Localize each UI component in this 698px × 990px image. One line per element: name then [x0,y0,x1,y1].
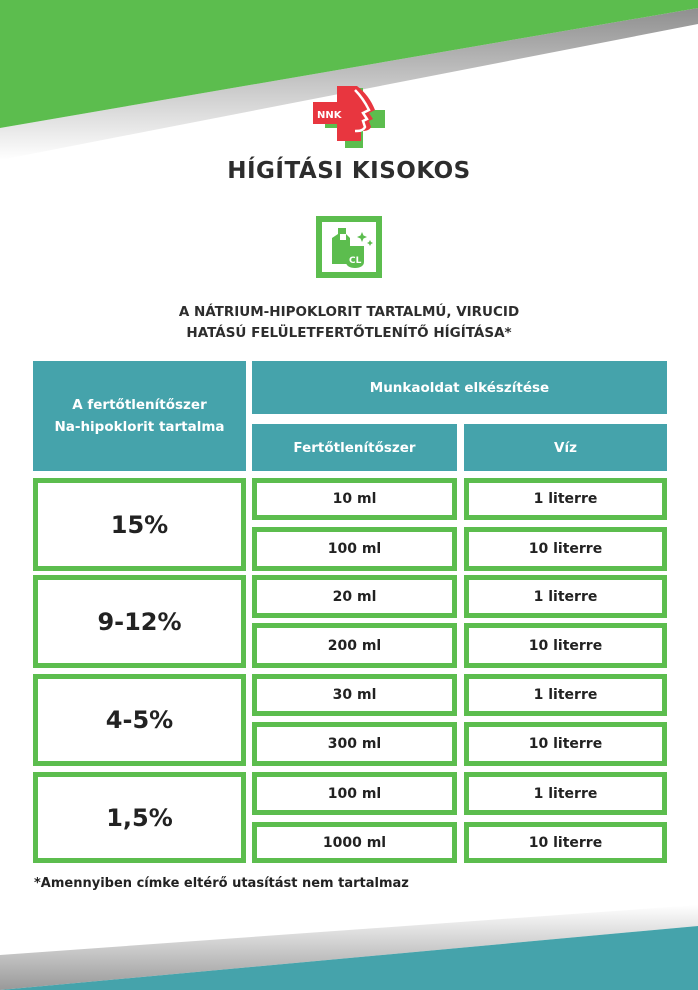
footnote: *Amennyiben címke eltérő utasítást nem tartalmaz [34,876,409,891]
water-cell: 1 literre [464,478,667,520]
header-concentration [33,361,246,471]
water-cell: 10 literre [464,527,667,571]
chlorine-product-icon [316,216,382,278]
bottle-icon [316,216,382,278]
nnk-logo [307,86,393,148]
header-disinfectant: Fertőtlenítőszer [252,424,457,471]
disinfectant-cell: 20 ml [252,575,457,618]
header-solution-preparation: Munkaoldat elkészítése [252,361,667,414]
water-cell: 10 literre [464,722,667,766]
disinfectant-cell: 30 ml [252,674,457,716]
disinfectant-cell: 10 ml [252,478,457,520]
header-water: Víz [464,424,667,471]
header-concentration-line-2: Na-hipoklorit tartalma [54,419,225,435]
concentration-cell: 9-12% [33,575,246,668]
page-title: HÍGÍTÁSI KISOKOS [227,158,471,184]
concentration-cell: 15% [33,478,246,571]
subtitle [0,302,698,344]
disinfectant-cell: 300 ml [252,722,457,766]
subtitle-line-1: A NÁTRIUM-HIPOKLORIT TARTALMÚ, VIRUCID [178,304,520,320]
water-cell: 1 literre [464,772,667,815]
disinfectant-cell: 100 ml [252,772,457,815]
chlorine-label: CL [349,256,362,266]
disinfectant-cell: 200 ml [252,623,457,668]
water-cell: 10 literre [464,623,667,668]
water-cell: 10 literre [464,822,667,863]
water-cell: 1 literre [464,575,667,618]
concentration-cell: 1,5% [33,772,246,863]
header-concentration-line-1: A fertőtlenítőszer [72,397,207,413]
disinfectant-cell: 100 ml [252,527,457,571]
subtitle-line-2: HATÁSÚ FELÜLETFERTŐTLENÍTŐ HÍGÍTÁSA* [186,325,512,341]
disinfectant-cell: 1000 ml [252,822,457,863]
nnk-logo-text: NNK [317,110,342,121]
concentration-cell: 4-5% [33,674,246,766]
water-cell: 1 literre [464,674,667,716]
